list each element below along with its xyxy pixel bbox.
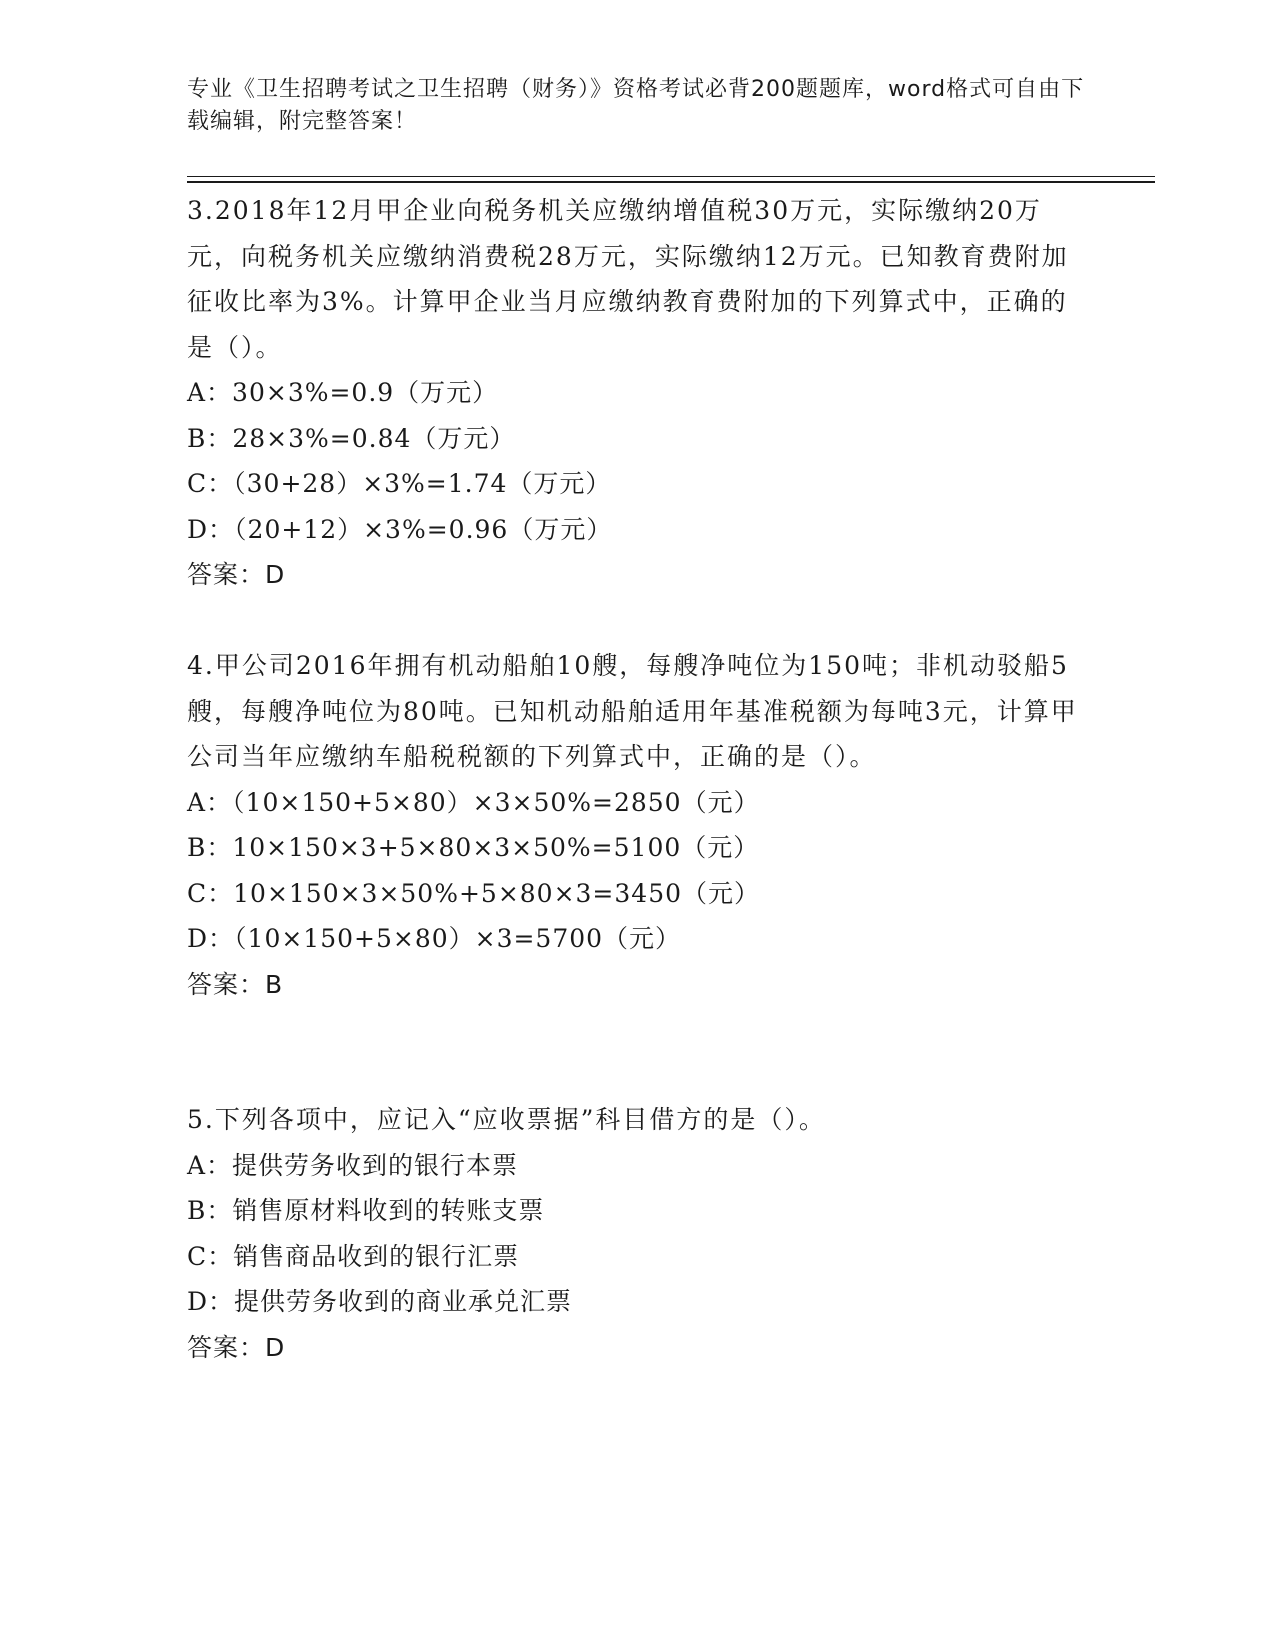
- header-divider-thick: [187, 181, 1155, 183]
- header-divider-thin: [187, 176, 1155, 177]
- option-c: C：10×150×3×50%+5×80×3=3450（元）: [187, 878, 761, 908]
- question-4: [187, 643, 1087, 1007]
- question-stem: 4.甲公司2016年拥有机动船舶10艘，每艘净吨位为150吨；非机动驳船5艘，每艘净吨位为80吨。已知机动船舶适用年基准税额为每吨3元，计算甲公司当年应缴纳车船税税额的下列算式中，正确的是（）。: [187, 651, 1078, 771]
- option-d: D：（10×150+5×80）×3=5700（元）: [187, 924, 682, 953]
- question-stem: 5.下列各项中，应记入“应收票据”科目借方的是（）。: [187, 1105, 826, 1134]
- option-b: B：28×3%=0.84（万元）: [187, 423, 516, 453]
- option-a: A：30×3%=0.9（万元）: [187, 378, 499, 407]
- option-d: D：（20+12）×3%=0.96（万元）: [187, 514, 613, 544]
- option-a: A：提供劳务收到的银行本票: [187, 1150, 519, 1180]
- answer-line: 答案：B: [187, 969, 284, 999]
- option-b: B：销售原材料收到的转账支票: [187, 1196, 545, 1225]
- question-stem: 3.2018年12月甲企业向税务机关应缴纳增值税30万元，实际缴纳20万元，向税务机关应缴纳消费税28万元，实际缴纳12万元。已知教育费附加征收比率为3%。计算甲企业当月应缴纳教育费附加的下列算式中，正确的是（）。: [187, 196, 1069, 362]
- question-3: [187, 188, 1087, 598]
- document-header: 专业《卫生招聘考试之卫生招聘（财务）》资格考试必背200题题库，word格式可自由下载编辑，附完整答案！: [187, 77, 1085, 134]
- answer-line: 答案：D: [187, 1332, 286, 1362]
- option-b: B：10×150×3+5×80×3×50%=5100（元）: [187, 833, 760, 862]
- option-c: C：销售商品收到的银行汇票: [187, 1241, 520, 1271]
- option-d: D：提供劳务收到的商业承兑汇票: [187, 1287, 573, 1316]
- question-5: [187, 1097, 1087, 1370]
- option-c: C：（30+28）×3%=1.74（万元）: [187, 469, 612, 498]
- answer-line: 答案：D: [187, 560, 286, 589]
- option-a: A：（10×150+5×80）×3×50%=2850（元）: [187, 787, 760, 817]
